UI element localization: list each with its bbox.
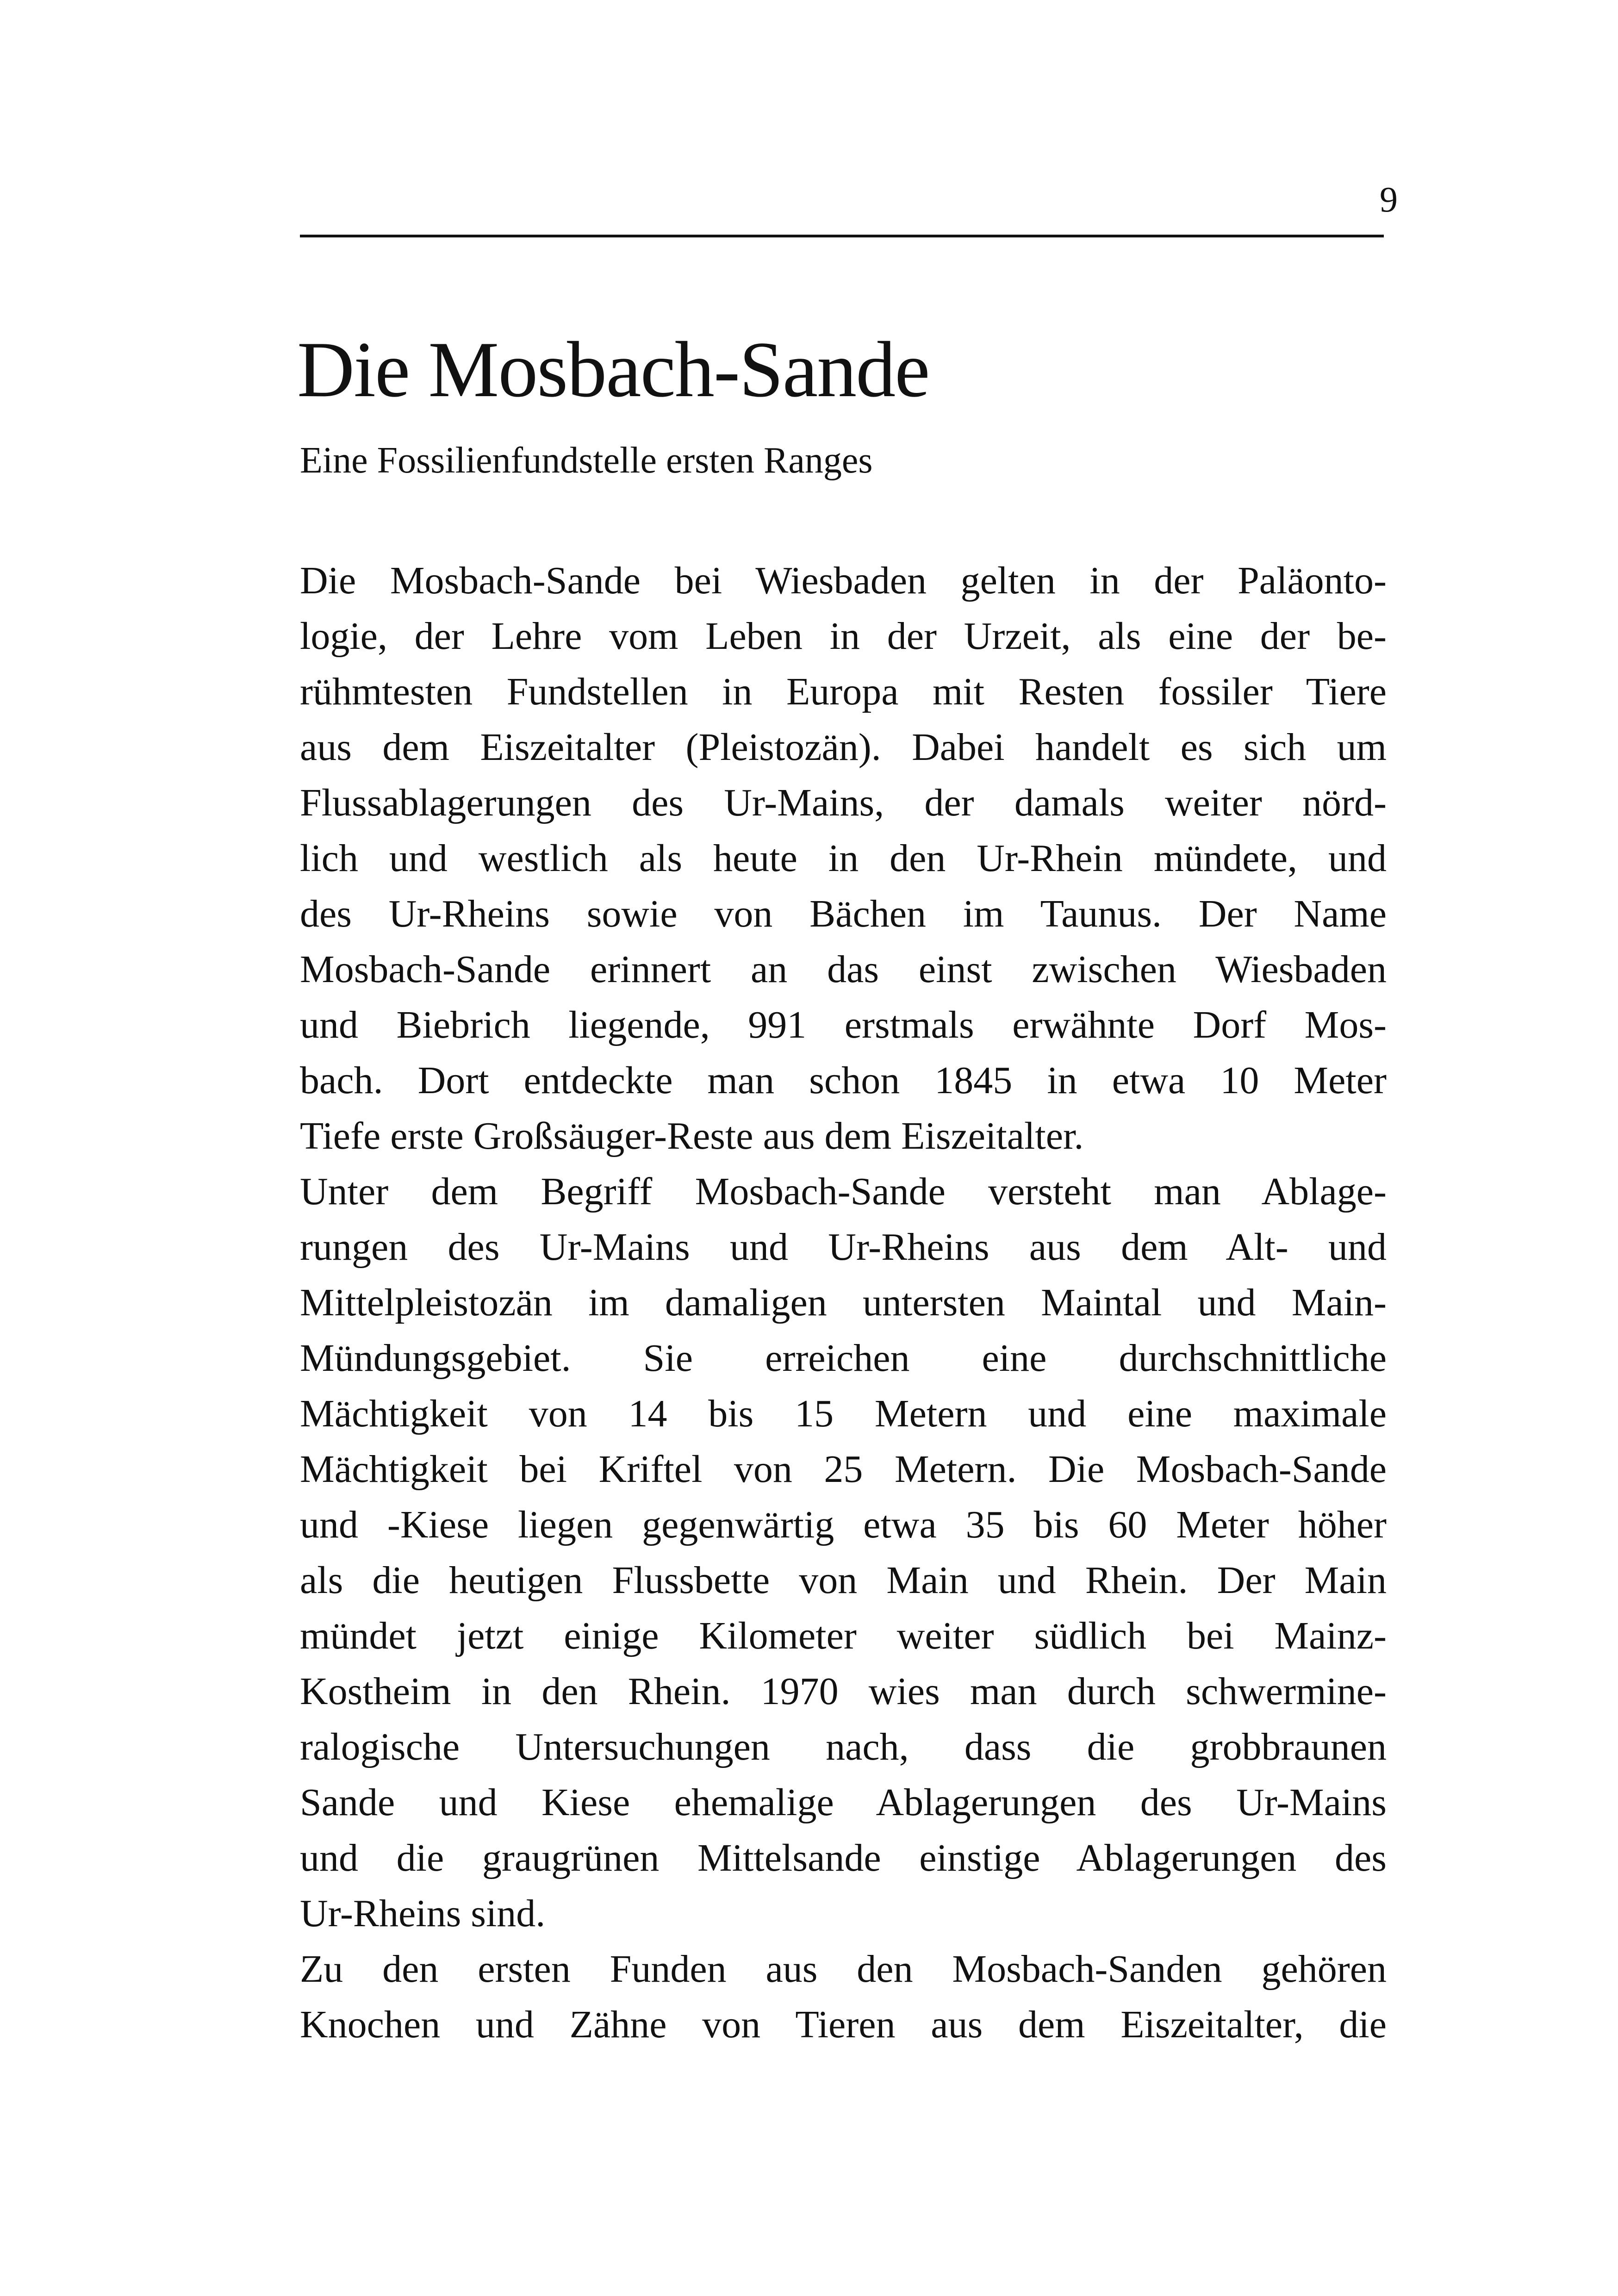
- page-number: 9: [1380, 179, 1398, 219]
- text-line: Mittelpleistozän im damaligen untersten Maintal und Main-: [300, 1281, 1387, 1324]
- text-line: Knochen und Zähne von Tieren aus dem Eiszeitalter, die: [300, 2003, 1387, 2046]
- text-line: Die Mosbach-Sande bei Wiesbaden gelten in der Paläonto-: [300, 559, 1387, 602]
- text-line: ralogische Untersuchungen nach, dass die grobbraunen: [300, 1725, 1387, 1768]
- text-line: Mosbach-Sande erinnert an das einst zwischen Wiesbaden: [300, 948, 1387, 991]
- text-line: Kostheim in den Rhein. 1970 wies man durch schwermine-: [300, 1670, 1387, 1713]
- article-title: Die Mosbach-Sande: [297, 326, 929, 414]
- text-line: aus dem Eiszeitalter (Pleistozän). Dabei handelt es sich um: [300, 726, 1387, 769]
- text-line: und die graugrünen Mittelsande einstige Ablagerungen des: [300, 1836, 1387, 1879]
- text-line: bach. Dort entdeckte man schon 1845 in etwa 10 Meter: [300, 1059, 1387, 1102]
- text-line: lich und westlich als heute in den Ur-Rhein mündete, und: [300, 837, 1387, 880]
- text-line: Mündungsgebiet. Sie erreichen eine durchschnittliche: [300, 1337, 1387, 1380]
- text-line: Ur-Rheins sind.: [300, 1892, 546, 1935]
- text-line: und -Kiese liegen gegenwärtig etwa 35 bis 60 Meter höher: [300, 1503, 1387, 1546]
- text-line: Sande und Kiese ehemalige Ablagerungen des Ur-Mains: [300, 1781, 1387, 1824]
- text-line: mündet jetzt einige Kilometer weiter südlich bei Mainz-: [300, 1614, 1387, 1657]
- text-line: als die heutigen Flussbette von Main und Rhein. Der Main: [300, 1559, 1387, 1602]
- text-line: rühmtesten Fundstellen in Europa mit Resten fossiler Tiere: [300, 670, 1387, 713]
- text-line: Zu den ersten Funden aus den Mosbach-Sanden gehören: [300, 1948, 1387, 1991]
- header-rule: [300, 235, 1384, 237]
- text-line: Mächtigkeit von 14 bis 15 Metern und eine maximale: [300, 1392, 1387, 1435]
- text-line: Flussablagerungen des Ur-Mains, der damals weiter nörd-: [300, 781, 1387, 824]
- text-line: des Ur-Rheins sowie von Bächen im Taunus. Der Name: [300, 892, 1387, 935]
- text-line: Unter dem Begriff Mosbach-Sande versteht man Ablage-: [300, 1170, 1387, 1213]
- text-line: rungen des Ur-Mains und Ur-Rheins aus dem Alt- und: [300, 1226, 1387, 1269]
- article-subtitle: Eine Fossilienfundstelle ersten Ranges: [300, 440, 873, 481]
- text-line: logie, der Lehre vom Leben in der Urzeit, als eine der be-: [300, 615, 1387, 658]
- text-line: Mächtigkeit bei Kriftel von 25 Metern. Die Mosbach-Sande: [300, 1448, 1387, 1491]
- text-line: und Biebrich liegende, 991 erstmals erwähnte Dorf Mos-: [300, 1003, 1387, 1046]
- text-line: Tiefe erste Großsäuger-Reste aus dem Eiszeitalter.: [300, 1114, 1084, 1157]
- body-text: [300, 553, 1387, 2053]
